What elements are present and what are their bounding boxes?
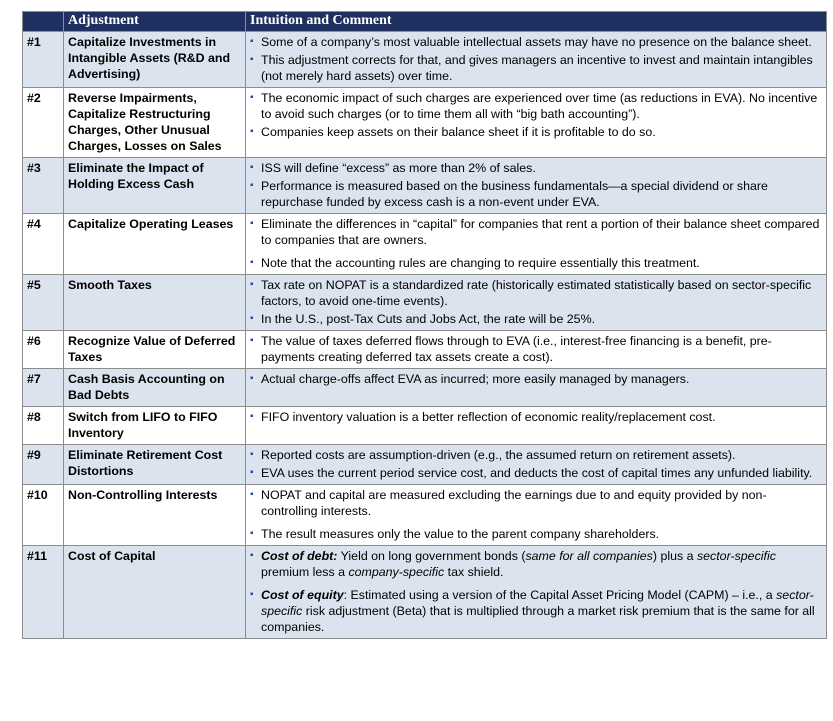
- square-bullet-icon: ▪: [250, 54, 254, 65]
- comment-bullet: [250, 52, 822, 84]
- square-bullet-icon: ▪: [250, 180, 254, 191]
- bullet-text: Reported costs are assumption-driven (e.g., the assumed return on retirement assets).: [261, 448, 736, 462]
- square-bullet-icon: ▪: [250, 528, 254, 539]
- adjustment-comment: [246, 275, 827, 331]
- bullet-text: EVA uses the current period service cost, and deducts the cost of capital times any unfunded liability.: [261, 466, 813, 480]
- adjustment-title: Eliminate Retirement Cost Distortions: [64, 445, 246, 485]
- comment-bullet: [250, 160, 822, 176]
- bullet-text-segment: ) plus a: [652, 549, 697, 563]
- table-row: [23, 275, 827, 331]
- bullet-text-segment: Yield on long government bonds (: [337, 549, 526, 563]
- adjustment-number: #1: [23, 32, 64, 88]
- adjustment-number: #6: [23, 331, 64, 369]
- square-bullet-icon: ▪: [250, 411, 254, 422]
- adjustment-comment: [246, 407, 827, 445]
- bullet-text-segment: Cost of debt:: [261, 549, 338, 563]
- bullet-text: This adjustment corrects for that, and gives managers an incentive to invest and maintain intangibles (not merely hard assets) over time.: [261, 53, 813, 83]
- bullet-text: ISS will define “excess” as more than 2% of sales.: [261, 161, 536, 175]
- bullet-text: In the U.S., post-Tax Cuts and Jobs Act, the rate will be 25%.: [261, 312, 596, 326]
- adjustment-number: #9: [23, 445, 64, 485]
- bullet-text: The value of taxes deferred flows through to EVA (i.e., interest-free financing is a benefit, pre-payments creating deferred tax assets create a cost).: [261, 334, 772, 364]
- square-bullet-icon: ▪: [250, 257, 254, 268]
- comment-bullet: [250, 34, 822, 50]
- adjustment-number: #11: [23, 546, 64, 639]
- header-comment: Intuition and Comment: [246, 12, 827, 32]
- adjustment-number: #7: [23, 369, 64, 407]
- adjustment-title: Smooth Taxes: [64, 275, 246, 331]
- table-row: [23, 158, 827, 214]
- comment-bullet: [250, 587, 822, 635]
- square-bullet-icon: ▪: [250, 489, 254, 500]
- adjustment-comment: [246, 214, 827, 275]
- square-bullet-icon: ▪: [250, 589, 254, 600]
- comment-bullet: [250, 311, 822, 327]
- bullet-text: The result measures only the value to the parent company shareholders.: [261, 527, 660, 541]
- square-bullet-icon: ▪: [250, 36, 254, 47]
- square-bullet-icon: ▪: [250, 467, 254, 478]
- adjustment-title: Eliminate the Impact of Holding Excess Cash: [64, 158, 246, 214]
- adjustment-title: Capitalize Investments in Intangible Assets (R&D and Advertising): [64, 32, 246, 88]
- table-row: [23, 331, 827, 369]
- bullet-text: Eliminate the differences in “capital” for companies that rent a portion of their balance sheet compared to companies that are owners.: [261, 217, 820, 247]
- comment-bullet: [250, 124, 822, 140]
- eva-adjustments-table: [22, 11, 827, 639]
- comment-bullet: [250, 90, 822, 122]
- table-row: [23, 88, 827, 158]
- adjustment-comment: [246, 369, 827, 407]
- adjustment-comment: [246, 32, 827, 88]
- comment-bullet: [250, 465, 822, 481]
- comment-bullet: [250, 447, 822, 463]
- square-bullet-icon: ▪: [250, 162, 254, 173]
- adjustment-number: #5: [23, 275, 64, 331]
- square-bullet-icon: ▪: [250, 550, 254, 561]
- adjustment-title: Capitalize Operating Leases: [64, 214, 246, 275]
- square-bullet-icon: ▪: [250, 126, 254, 137]
- square-bullet-icon: ▪: [250, 218, 254, 229]
- comment-bullet: [250, 409, 822, 425]
- table-row: [23, 407, 827, 445]
- bullet-text: [261, 587, 822, 635]
- header-adjustment: Adjustment: [64, 12, 246, 32]
- table-row: [23, 214, 827, 275]
- bullet-text-segment: tax shield.: [444, 565, 504, 579]
- bullet-text: Some of a company’s most valuable intellectual assets may have no presence on the balance sheet.: [261, 35, 812, 49]
- comment-bullet: [250, 548, 822, 580]
- bullet-text: The economic impact of such charges are experienced over time (as reductions in EVA). No incentive to avoid such charges (or to time them all with “big bath accounting”).: [261, 91, 818, 121]
- bullet-text: FIFO inventory valuation is a better reflection of economic reality/replacement cost.: [261, 410, 716, 424]
- table-body: [23, 32, 827, 639]
- square-bullet-icon: ▪: [250, 92, 254, 103]
- bullet-text-segment: sector-specific: [696, 549, 776, 563]
- adjustment-comment: [246, 88, 827, 158]
- bullet-text: Actual charge-offs affect EVA as incurred; more easily managed by managers.: [261, 372, 690, 386]
- adjustment-comment: [246, 158, 827, 214]
- bullet-text-segment: : Estimated using a version of the Capital Asset Pricing Model (CAPM) – i.e., a: [343, 588, 777, 602]
- bullet-text-segment: Cost of equity: [261, 588, 344, 602]
- bullet-text-segment: risk adjustment (Beta) that is multiplied through a market risk premium that is the same for all companies.: [261, 604, 815, 634]
- table-row: [23, 32, 827, 88]
- table-row: [23, 445, 827, 485]
- square-bullet-icon: ▪: [250, 373, 254, 384]
- comment-bullet: [250, 487, 822, 519]
- adjustment-title: Cost of Capital: [64, 546, 246, 639]
- comment-bullet: [250, 255, 822, 271]
- comment-bullet: [250, 333, 822, 365]
- bullet-text-segment: sector-specific: [261, 588, 814, 618]
- header-row: [23, 12, 827, 32]
- bullet-text: Performance is measured based on the business fundamentals—a special dividend or share repurchase funded by excess cash is a non-event under EVA.: [261, 179, 768, 209]
- comment-bullet: [250, 216, 822, 248]
- adjustment-title: Cash Basis Accounting on Bad Debts: [64, 369, 246, 407]
- square-bullet-icon: ▪: [250, 313, 254, 324]
- adjustment-comment: [246, 485, 827, 546]
- adjustment-number: #8: [23, 407, 64, 445]
- table-row: [23, 485, 827, 546]
- adjustment-title: Reverse Impairments, Capitalize Restructuring Charges, Other Unusual Charges, Losses on Sales: [64, 88, 246, 158]
- adjustment-comment: [246, 546, 827, 639]
- square-bullet-icon: ▪: [250, 279, 254, 290]
- adjustment-comment: [246, 445, 827, 485]
- adjustment-title: Switch from LIFO to FIFO Inventory: [64, 407, 246, 445]
- bullet-text-segment: company-specific: [348, 565, 445, 579]
- bullet-text: [261, 548, 822, 580]
- adjustment-comment: [246, 331, 827, 369]
- bullet-text: Companies keep assets on their balance sheet if it is profitable to do so.: [261, 125, 656, 139]
- bullet-text: NOPAT and capital are measured excluding the earnings due to and equity provided by non-controlling interests.: [261, 488, 767, 518]
- adjustment-title: Recognize Value of Deferred Taxes: [64, 331, 246, 369]
- adjustment-title: Non-Controlling Interests: [64, 485, 246, 546]
- adjustment-number: #4: [23, 214, 64, 275]
- adjustment-number: #10: [23, 485, 64, 546]
- table-row: [23, 546, 827, 639]
- adjustment-number: #3: [23, 158, 64, 214]
- square-bullet-icon: ▪: [250, 335, 254, 346]
- bullet-text-segment: same for all companies: [525, 549, 653, 563]
- comment-bullet: [250, 178, 822, 210]
- adjustment-number: #2: [23, 88, 64, 158]
- bullet-text-segment: premium less a: [261, 565, 349, 579]
- bullet-text: Tax rate on NOPAT is a standardized rate (historically estimated statistically based on sector-specific factors, to avoid one-time events).: [261, 278, 812, 308]
- comment-bullet: [250, 277, 822, 309]
- comment-bullet: [250, 526, 822, 542]
- header-number: [23, 12, 64, 32]
- comment-bullet: [250, 371, 822, 387]
- table-row: [23, 369, 827, 407]
- bullet-text: Note that the accounting rules are changing to require essentially this treatment.: [261, 256, 700, 270]
- square-bullet-icon: ▪: [250, 449, 254, 460]
